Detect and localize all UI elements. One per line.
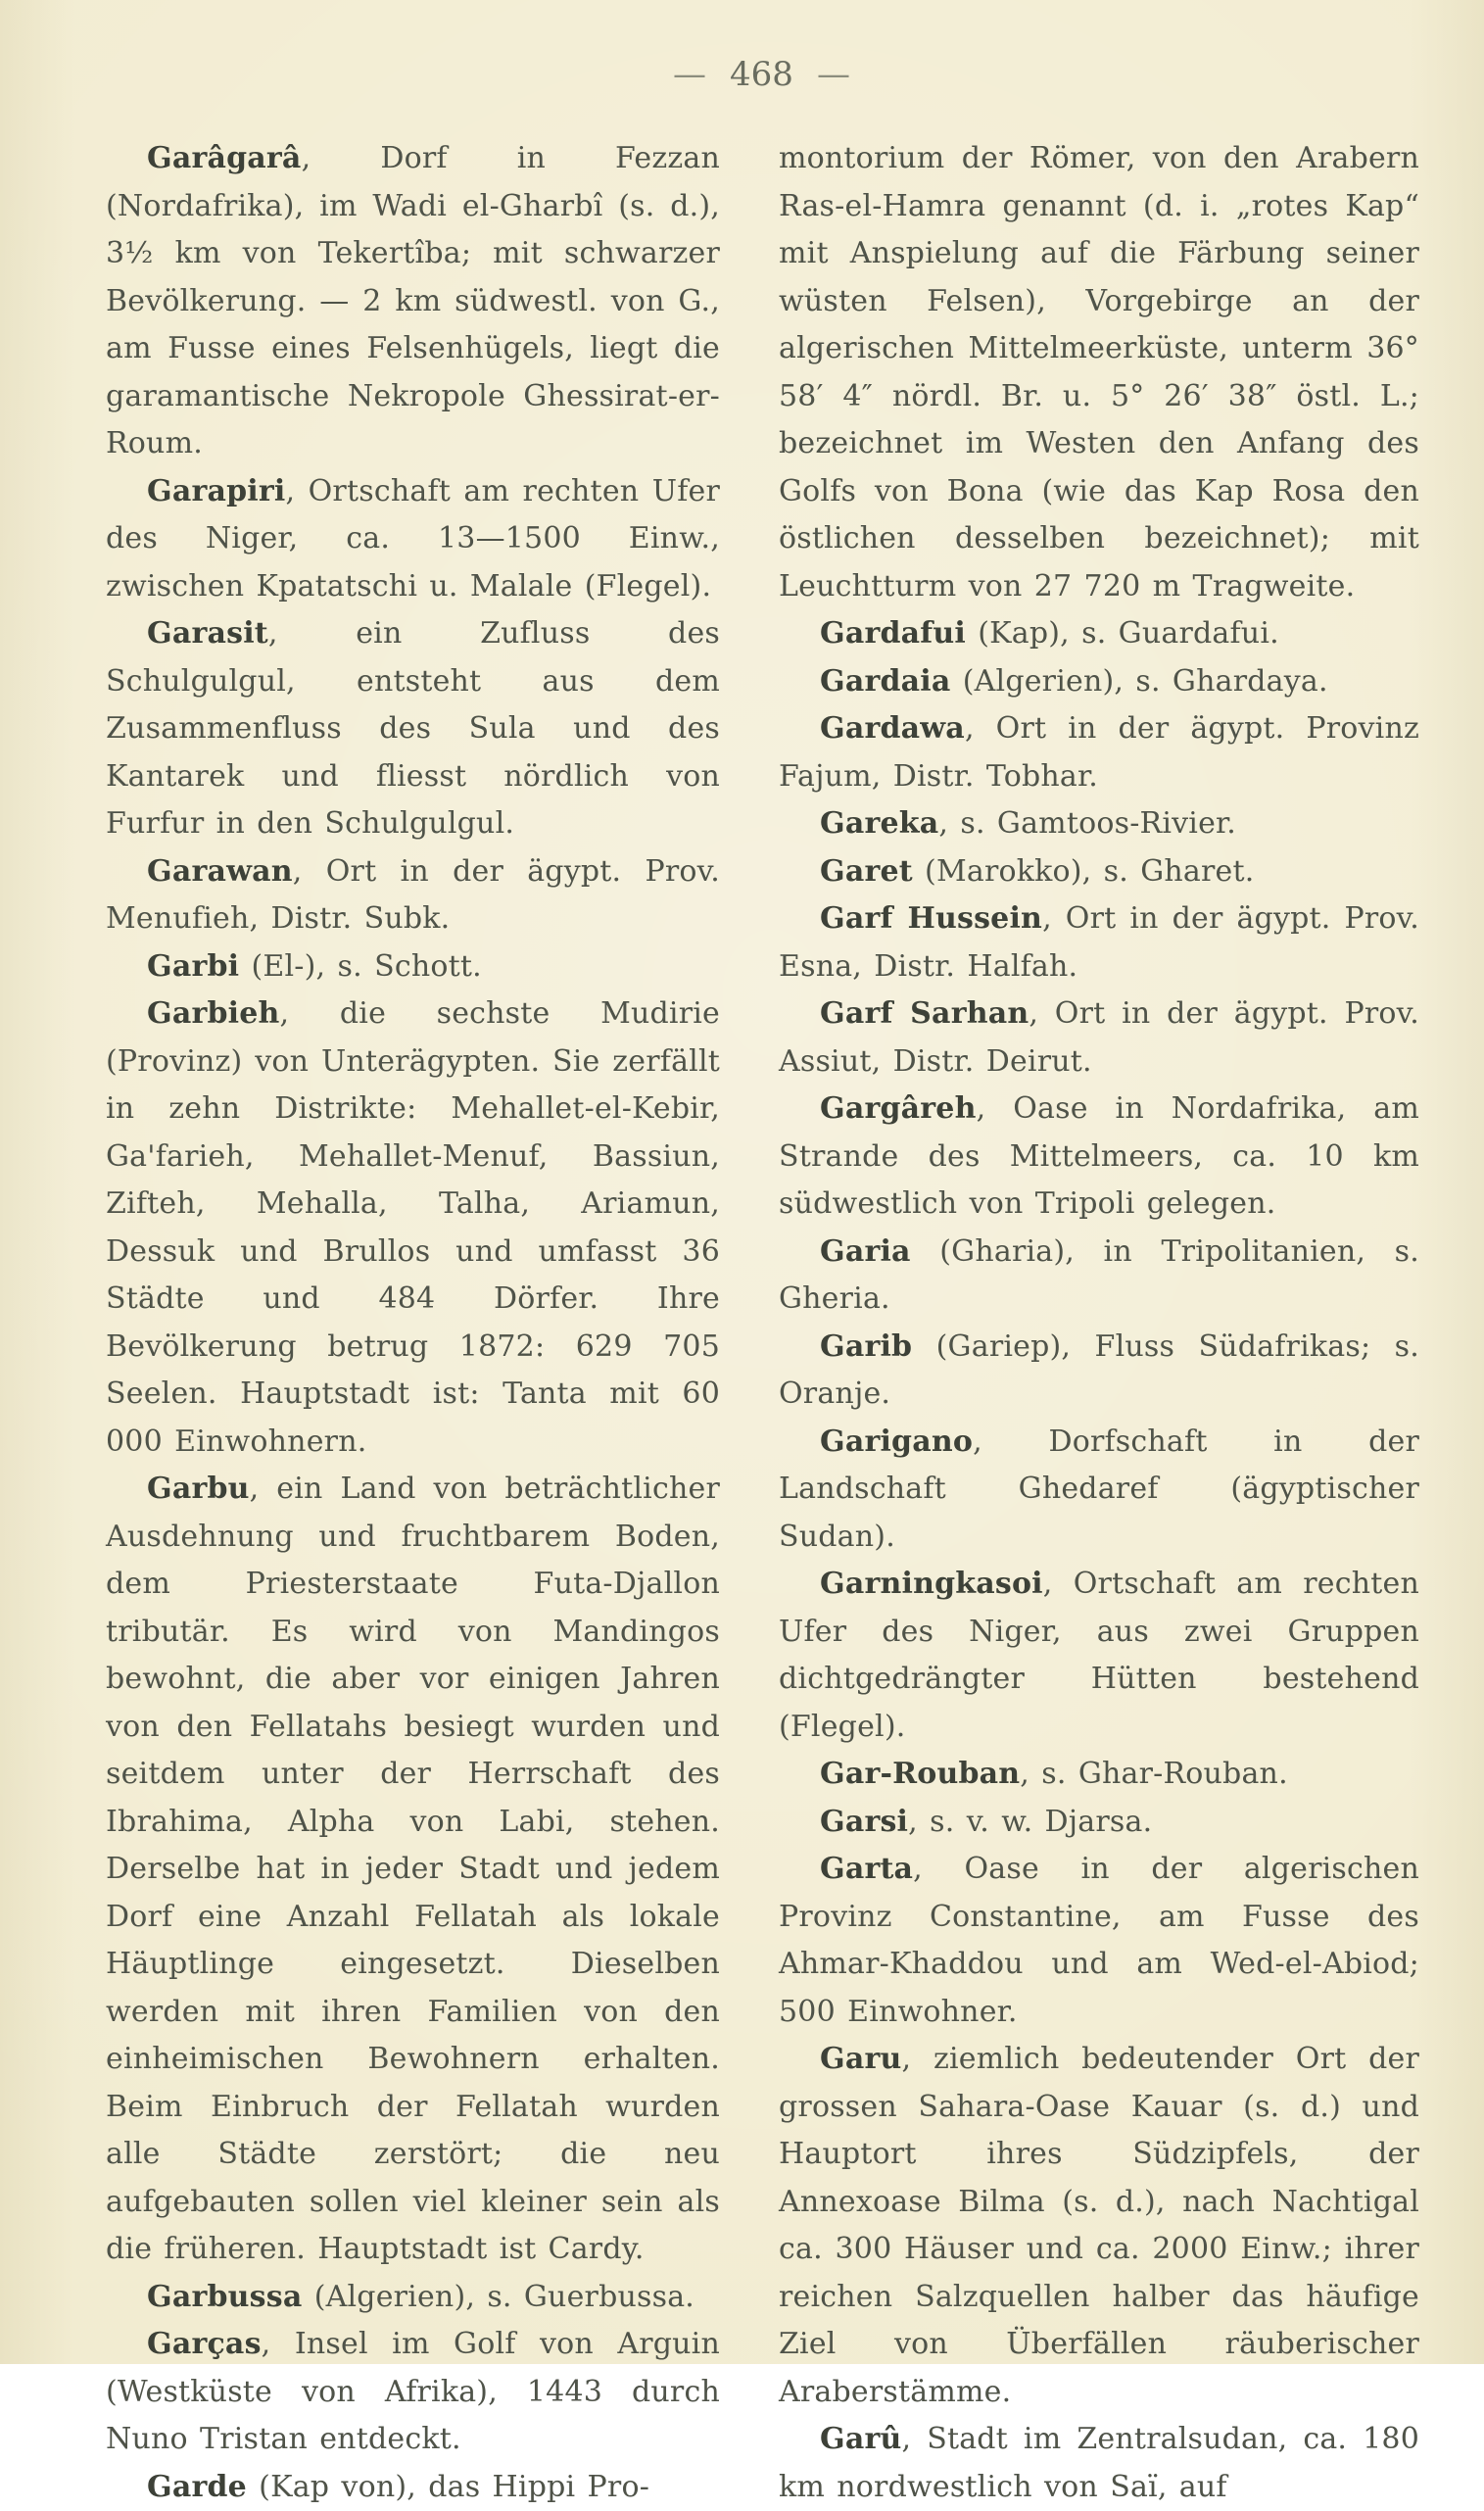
right-column (779, 135, 1419, 2511)
dictionary-entry (779, 1324, 1419, 1419)
entry-text: (El-), s. Schott. (239, 949, 482, 984)
entry-headword: Garsi (820, 1805, 908, 1839)
entry-headword: Gargâreh (820, 1091, 977, 1126)
header-right-dash: — (817, 55, 850, 94)
entry-headword: Garças (147, 2327, 262, 2361)
entry-text: , Stadt im Zentralsudan, ca. 180 km nordwestlich von Saï, auf (779, 2422, 1419, 2504)
entry-headword: Garbu (147, 1472, 250, 1506)
entry-headword: Garf Hussein (820, 901, 1042, 936)
dictionary-entry (779, 1086, 1419, 1229)
dictionary-entry (779, 848, 1419, 896)
page-number-value: 468 (730, 55, 793, 94)
entry-headword: Garbieh (147, 996, 280, 1031)
entry-headword: Garet (820, 854, 913, 889)
entry-headword: Garbi (147, 949, 239, 984)
entry-text: , Ortschaft am rechten Ufer des Niger, aus zwei Gruppen dichtgedrängter Hütten bestehend (Flegel). (779, 1567, 1419, 1744)
entry-text: (Kap), s. Guardafui. (966, 616, 1279, 651)
entry-text: , s. Gamtoos-Rivier. (938, 806, 1236, 841)
dictionary-entry (779, 1229, 1419, 1324)
entry-headword: Garasit (147, 616, 268, 651)
dictionary-entry (779, 2416, 1419, 2511)
dictionary-entry (779, 2036, 1419, 2416)
text-columns (106, 135, 1417, 2511)
entry-headword: Gardafui (820, 616, 966, 651)
dictionary-entry (779, 1799, 1419, 1847)
entry-headword: Gareka (820, 806, 938, 841)
dictionary-entry (106, 135, 720, 468)
dictionary-entry (779, 1561, 1419, 1751)
dictionary-entry (106, 943, 720, 991)
entry-headword: Garu (820, 2042, 901, 2076)
entry-text: , Ort in der ägypt. Prov. Esna, Distr. Halfah. (779, 901, 1419, 984)
dictionary-entry (106, 1466, 720, 2274)
entry-headword: Garû (820, 2422, 901, 2456)
entry-headword: Garib (820, 1329, 912, 1364)
dictionary-entry (779, 800, 1419, 848)
entry-text: , ein Zufluss des Schulgulgul, entsteht aus dem Zusammenfluss des Sula und des Kantarek und fliesst nördlich von Furfur in den Schulgulgul. (106, 616, 720, 841)
dictionary-entry (106, 848, 720, 943)
header-left-dash: — (673, 55, 706, 94)
dictionary-entry (106, 2274, 720, 2322)
entry-headword: Garningkasoi (820, 1567, 1043, 1601)
page-number (106, 55, 1417, 94)
dictionary-entry (779, 1846, 1419, 2036)
entry-headword: Garta (820, 1852, 913, 1886)
entry-text: , Ort in der ägypt. Prov. Assiut, Distr. Deirut. (779, 996, 1419, 1079)
dictionary-entry (779, 658, 1419, 706)
entry-headword: Garâgarâ (147, 141, 302, 175)
entry-headword: Gardawa (820, 711, 965, 746)
entry-headword: Gar-Rouban (820, 1757, 1020, 1791)
entry-text: (Algerien), s. Ghardaya. (951, 664, 1328, 699)
entry-text: (Gharia), in Tripolitanien, s. Gheria. (779, 1234, 1419, 1317)
entry-text: , Insel im Golf von Arguin (Westküste von Afrika), 1443 durch Nuno Tristan entdeckt. (106, 2327, 720, 2456)
dictionary-entry (106, 468, 720, 611)
dictionary-entry (779, 1751, 1419, 1799)
dictionary-entry (106, 2321, 720, 2464)
dictionary-entry (779, 705, 1419, 800)
dictionary-entry (106, 990, 720, 1466)
entry-text: , Dorf in Fezzan (Nordafrika), im Wadi el-Gharbî (s. d.), 3½ km von Tekertîba; mit schwarzer Bevölkerung. — 2 km südwestl. von G., am Fusse eines Felsenhügels, liegt die garamantische Nekropole Ghessirat-er-Roum. (106, 141, 720, 460)
entry-headword: Garigano (820, 1425, 973, 1459)
dictionary-entry (779, 895, 1419, 990)
entry-text: , Dorfschaft in der Landschaft Ghedaref (ägyptischer Sudan). (779, 1425, 1419, 1554)
entry-text: , die sechste Mudirie (Provinz) von Unterägypten. Sie zerfällt in zehn Distrikte: Mehallet-el-Kebir, Ga'farieh, Mehallet-Menuf, Bassiun, Zifteh, Mehalla, Talha, Ariamun, Dessuk und Brullos und umfasst 36 Städte und 484 Dörfer. Ihre Bevölkerung betrug 1872: 629 705 Seelen. Hauptstadt ist: Tanta mit 60 000 Einwohnern. (106, 996, 720, 1459)
entry-text: , s. v. w. Djarsa. (908, 1805, 1152, 1839)
dictionary-entry (106, 610, 720, 848)
entry-text: , Ort in der ägypt. Prov. Menufieh, Distr. Subk. (106, 854, 720, 937)
entry-text: (Marokko), s. Gharet. (913, 854, 1255, 889)
dictionary-entry (779, 990, 1419, 1086)
entry-headword: Garawan (147, 854, 293, 889)
entry-headword: Garde (147, 2470, 247, 2504)
entry-headword: Garf Sarhan (820, 996, 1029, 1031)
entry-text: , ziemlich bedeutender Ort der grossen Sahara-Oase Kauar (s. d.) und Hauptort ihres Südzipfels, der Annexoase Bilma (s. d.), nach Nachtigal ca. 300 Häuser und ca. 2000 Einw.; ihrer reichen Salzquellen halber das häufige Ziel von Überfällen räuberischer Araberstämme. (779, 2042, 1419, 2409)
left-column (106, 135, 720, 2511)
entry-text: , Ort in der ägypt. Provinz Fajum, Distr. Tobhar. (779, 711, 1419, 794)
entry-text: (Algerien), s. Guerbussa. (302, 2280, 694, 2314)
entry-headword: Garbussa (147, 2280, 302, 2314)
entry-text: (Gariep), Fluss Südafrikas; s. Oranje. (779, 1329, 1419, 1412)
dictionary-entry (779, 1419, 1419, 1562)
entry-text: , ein Land von beträchtlicher Ausdehnung und fruchtbarem Boden, dem Priesterstaate Futa-Djallon tributär. Es wird von Mandingos bewohnt, die aber vor einigen Jahren von den Fellatahs besiegt wurden und seitdem unter der Herrschaft des Ibrahima, Alpha von Labi, stehen. Derselbe hat in jeder Stadt und jedem Dorf eine Anzahl Fellatah als lokale Häuptlinge eingesetzt. Dieselben werden mit ihren Familien von den einheimischen Bewohnern erhalten. Beim Einbruch der Fellatah wurden alle Städte zerstört; die neu aufgebauten sollen viel kleiner sein als die früheren. Hauptstadt ist Cardy. (106, 1472, 720, 2266)
entry-text: , Oase in Nordafrika, am Strande des Mittelmeers, ca. 10 km südwestlich von Tripoli gelegen. (779, 1091, 1419, 1221)
entry-text: , Ortschaft am rechten Ufer des Niger, ca. 13—1500 Einw., zwischen Kpatatschi u. Malale (Flegel). (106, 474, 720, 604)
entry-headword: Garia (820, 1234, 911, 1269)
entry-headword: Garapiri (147, 474, 285, 508)
entry-text: (Kap von), das Hippi Pro- (247, 2470, 649, 2504)
entry-continuation (779, 135, 1419, 610)
dictionary-entry (106, 2464, 720, 2511)
entry-text: , s. Ghar-Rouban. (1020, 1757, 1288, 1791)
dictionary-entry (779, 610, 1419, 658)
entry-headword: Gardaia (820, 664, 951, 699)
entry-text: montorium der Römer, von den Arabern Ras-el-Hamra genannt (d. i. „rotes Kap“ mit Anspielung auf die Färbung seiner wüsten Felsen), Vorgebirge an der algerischen Mittelmeerküste, unterm 36° 58′ 4″ nördl. Br. u. 5° 26′ 38″ östl. L.; bezeichnet im Westen den Anfang des Golfs von Bona (wie das Kap Rosa den östlichen desselben bezeichnet); mit Leuchtturm von 27 720 m Tragweite. (779, 141, 1419, 604)
entry-text: , Oase in der algerischen Provinz Constantine, am Fusse des Ahmar-Khaddou und am Wed-el-Abiod; 500 Einwohner. (779, 1852, 1419, 2029)
